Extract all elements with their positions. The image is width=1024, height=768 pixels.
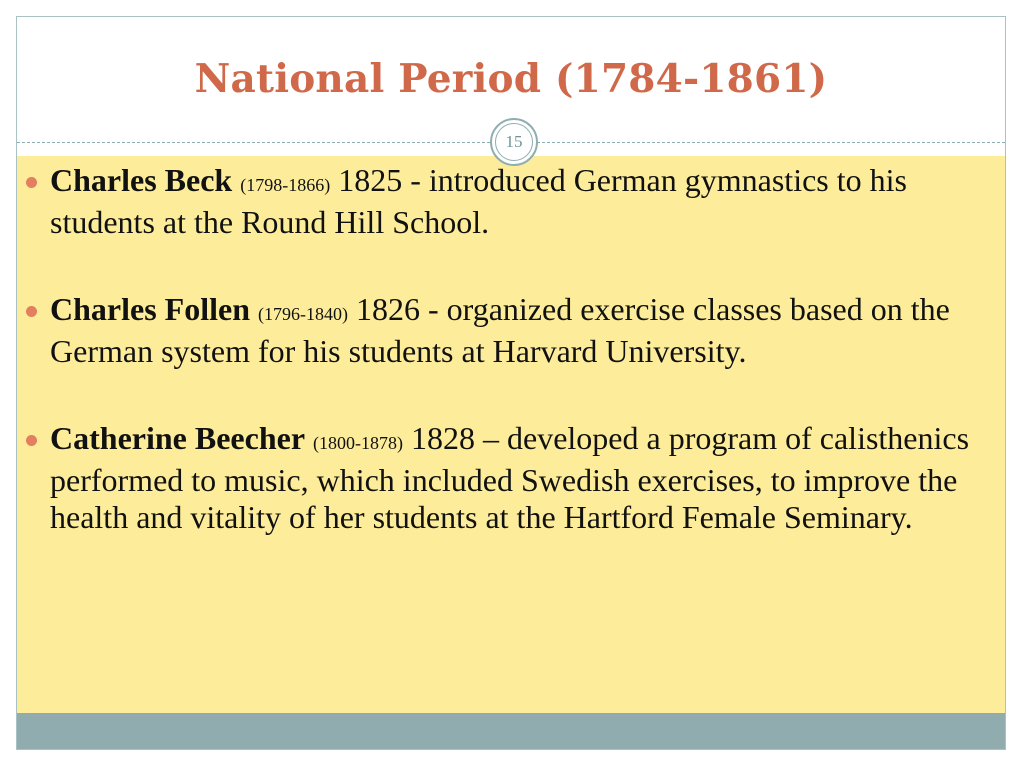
page-number-badge <box>490 118 538 166</box>
bullet-dot-icon <box>26 177 37 188</box>
person-years: (1796-1840) <box>257 304 348 324</box>
bullet-text: 1825 - introduced German gymnastics to his students at the Round Hill School. <box>50 162 907 240</box>
person-name: Charles Follen <box>50 291 250 327</box>
bullet-item <box>24 420 984 536</box>
bullet-list <box>24 162 984 586</box>
bullet-dot-icon <box>26 306 37 317</box>
bullet-text: 1828 – developed a program of calisthenics performed to music, which included Swedish exercises, to improve the health and vitality of her students at the Hartford Female Seminary. <box>50 420 970 535</box>
bullet-text: 1826 - organized exercise classes based on the German system for his students at Harvard University. <box>50 291 950 369</box>
bullet-dot-icon <box>26 435 37 446</box>
bullet-item <box>24 162 984 241</box>
bullet-item <box>24 291 984 370</box>
page-number: 15 <box>495 123 533 161</box>
footer-bar <box>17 713 1005 749</box>
slide-title: National Period (1784-1861) <box>194 56 828 102</box>
person-years: (1800-1878) <box>313 433 403 453</box>
person-name: Catherine Beecher <box>50 420 306 456</box>
person-name: Charles Beck <box>50 162 233 198</box>
person-years: (1798-1866) <box>240 175 331 195</box>
